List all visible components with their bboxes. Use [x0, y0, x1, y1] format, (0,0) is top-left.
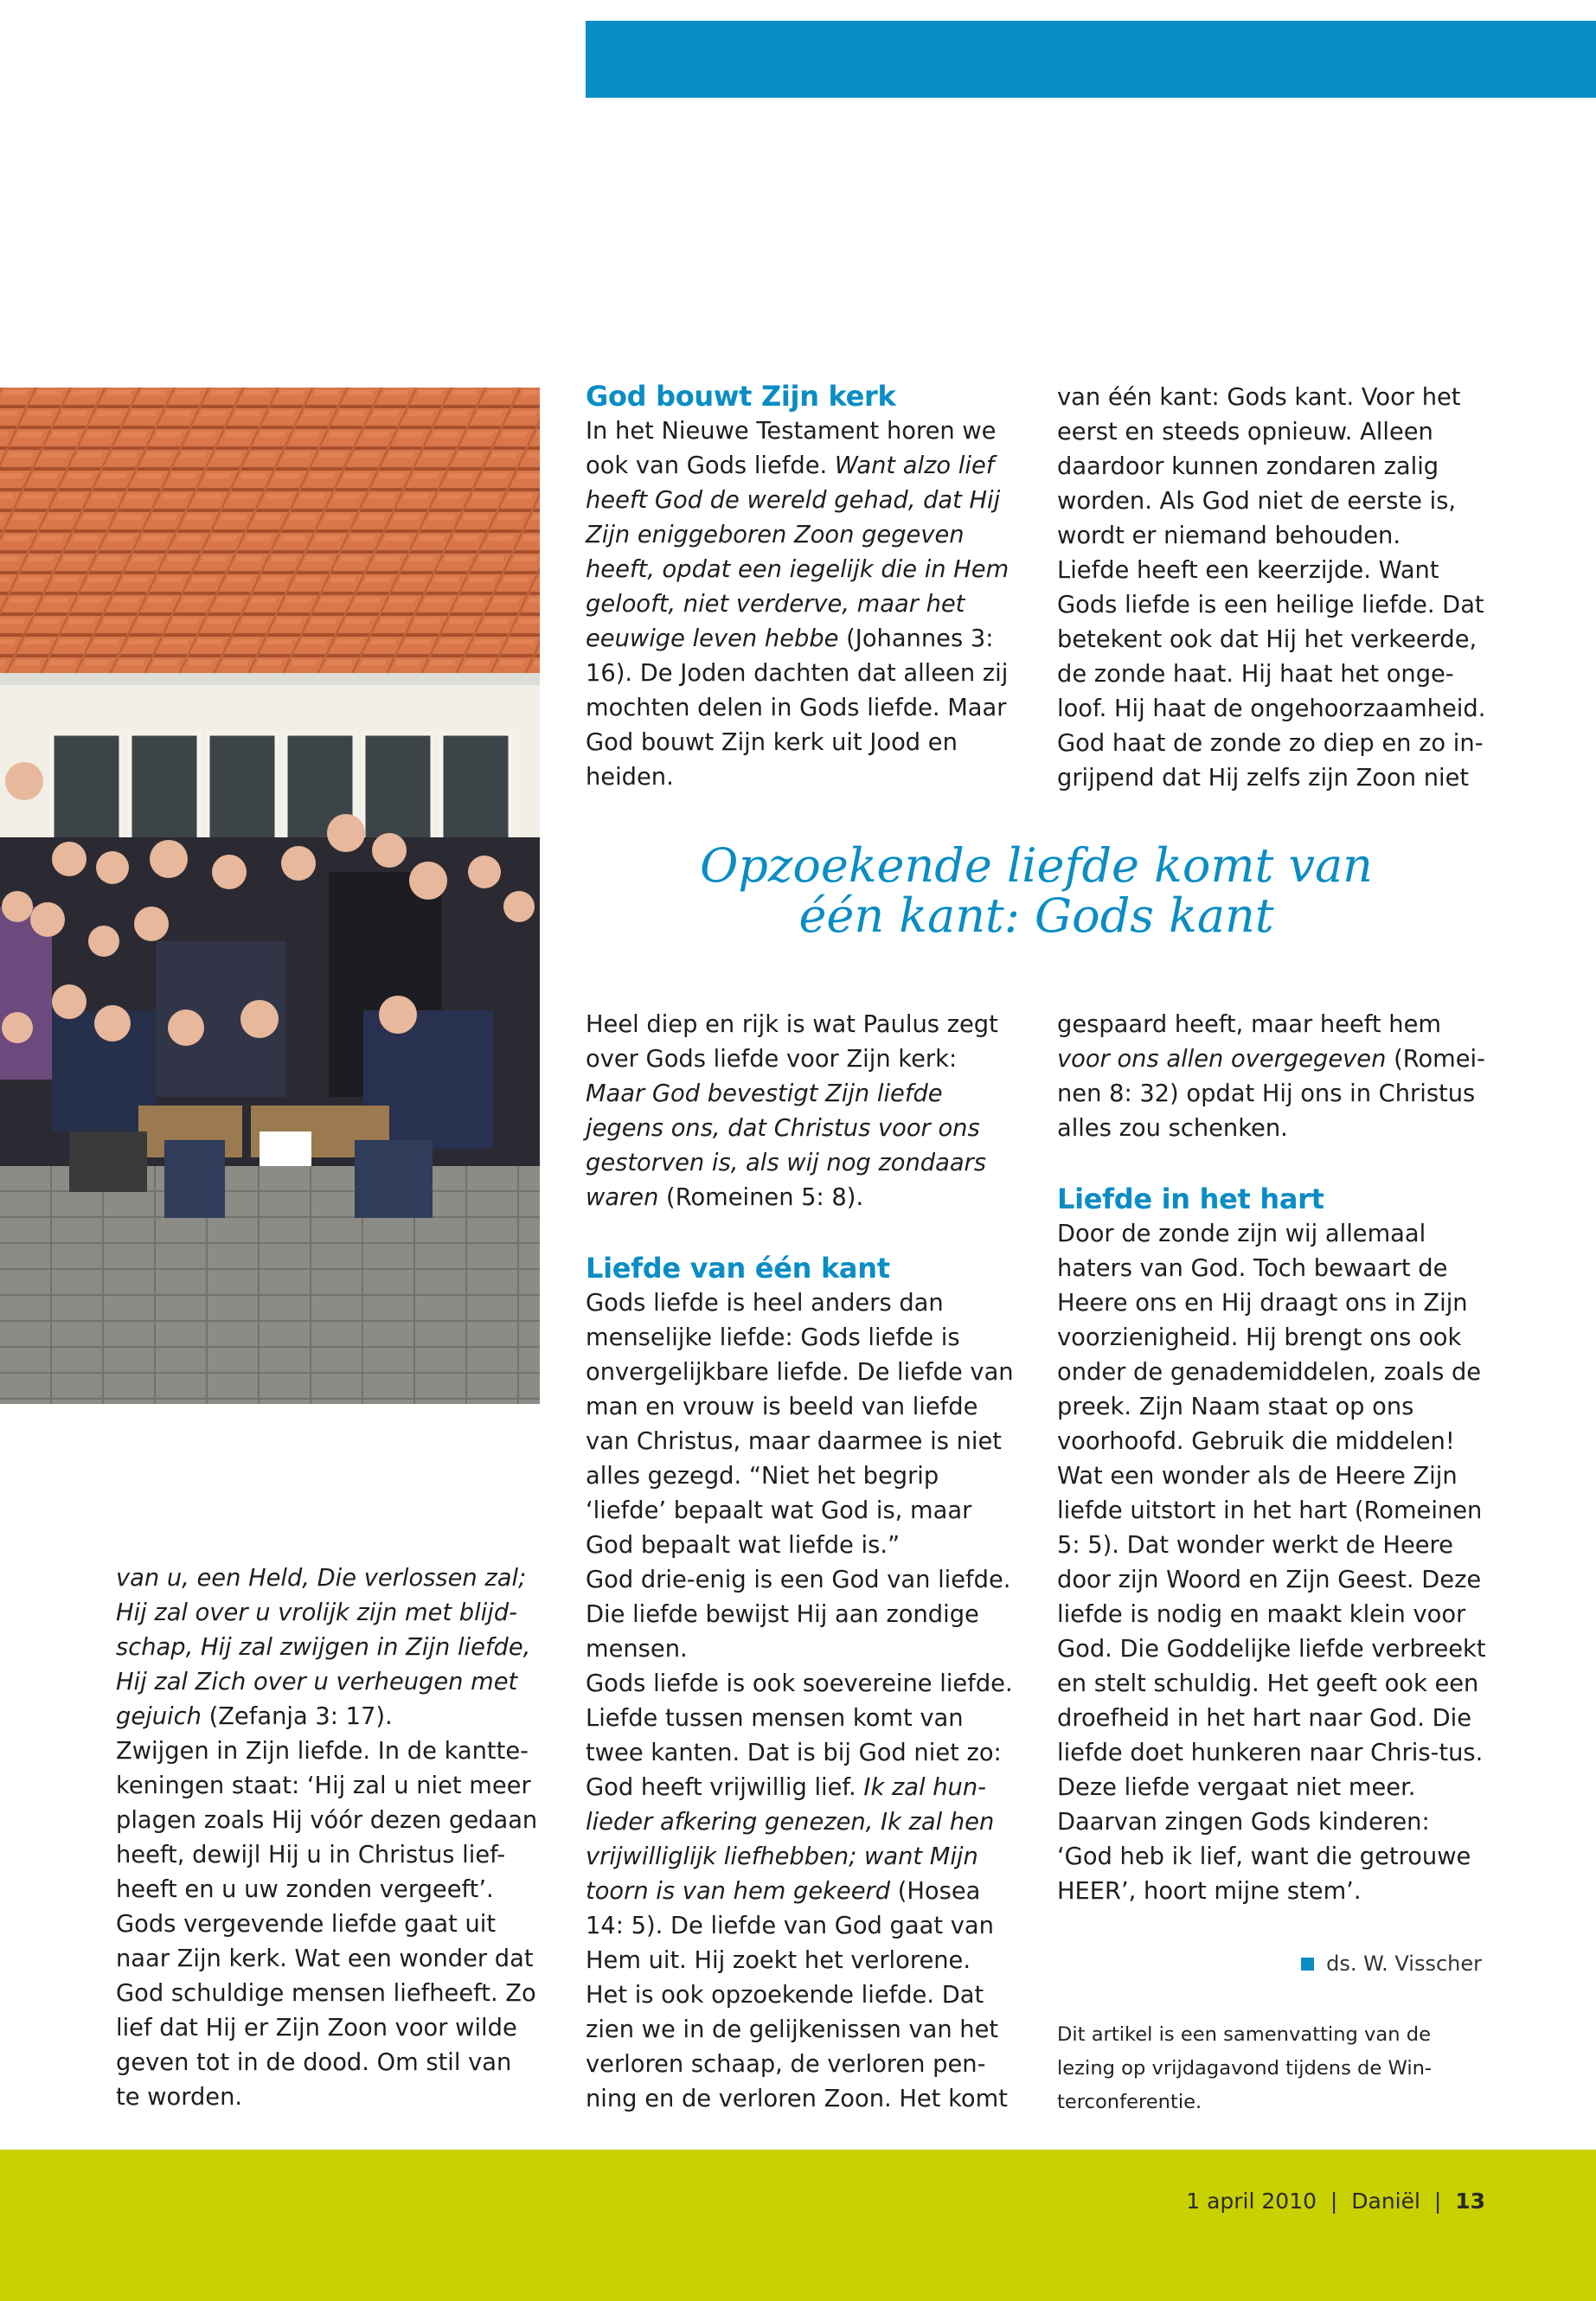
article-column-3-bottom: [1057, 1008, 1490, 1909]
top-color-bar: [586, 21, 1596, 98]
magazine-name: Daniël: [1351, 2189, 1420, 2214]
paragraph: God drie-enig is een God van liefde. Die liefde bewijst Hij aan zondige mensen.: [586, 1567, 1011, 1663]
paragraph: gespaard heeft, maar heeft hem voor ons allen overgegeven (Romei-nen 8: 32) opdat Hij ons in Christus alles zou schenken.: [1057, 1011, 1485, 1142]
paragraph: In het Nieuwe Testament horen we ook van Gods liefde. Want alzo lief heeft God de wereld gehad, dat Hij Zijn eniggeboren Zoon gegeven heeft, opdat een iegelijk die in Hem gelooft, niet verderve, maar het eeuwige leven hebbe (Johannes 3: 16). De Joden dachten dat alleen zij mochten delen in Gods liefde. Maar God bouwt Zijn kerk uit Jood en heiden.: [586, 418, 1010, 791]
article-column-2-bottom: [586, 1008, 1014, 2117]
footer-bar: [0, 2150, 1596, 2301]
section-heading: Liefde van één kant: [586, 1252, 890, 1285]
pull-quote: Opzoekende liefde komt van één kant: Gods kant: [700, 838, 1373, 943]
article-note: Dit artikel is een samenvatting van de lezing op vrijdagavond tijdens de Win-terconferentie.: [1057, 2023, 1433, 2113]
paragraph: Liefde heeft een keerzijde. Want Gods liefde is een heilige liefde. Dat betekent ook dat Hij het verkeerde, de zonde haat. Hij haat het onge-loof. Hij haat de ongehoorzaamheid. God haat de zonde zo diep en zo in-grijpend dat Hij zelfs zijn Zoon niet: [1057, 557, 1486, 792]
paragraph: Zwijgen in Zijn liefde. In de kantte-keningen staat: ‘Hij zal u niet meer plagen zoals Hij vóór dezen gedaan heeft, dewijl Hij u in Christus lief-heeft en u uw zonden vergeeft’.: [116, 1738, 538, 1903]
paragraph: Gods liefde is ook soevereine liefde. Liefde tussen mensen komt van twee kanten. Dat is bij God niet zo: God heeft vrijwillig lief. Ik zal hun-lieder afkering genezen, Ik zal hen vrijwilliglijk liefhebben; want Mijn toorn is van hem gekeerd (Hosea 14: 5). De liefde van God gaat van Hem uit. Hij zoekt het verlorene. Het is ook opzoekende liefde. Dat zien we in de gelijkenissen van het verloren schaap, de verloren pen-ning en de verloren Zoon. Het komt: [586, 1670, 1013, 2112]
issue-date: 1 april 2010: [1186, 2189, 1317, 2214]
section-heading: God bouwt Zijn kerk: [586, 380, 896, 413]
square-bullet-icon: [1301, 1958, 1314, 1971]
paragraph: Gods liefde is heel anders dan menselijke liefde: Gods liefde is onvergelijkbare liefde. De liefde van man en vrouw is beeld van liefde van Christus, maar daarmee is niet alles gezegd. “Niet het begrip ‘liefde’ bepaalt wat God is, maar God bepaalt wat liefde is.”: [586, 1290, 1014, 1559]
footer-info: [1186, 2189, 1485, 2214]
separator: |: [1330, 2189, 1338, 2214]
paragraph: van u, een Held, Die verlossen zal; Hij zal over u vrolijk zijn met blijd-schap, Hij zal zwijgen in Zijn liefde, Hij zal Zich over u verheugen met gejuich (Zefanja 3: 17).: [116, 1565, 531, 1730]
page-number: 13: [1455, 2189, 1485, 2214]
group-photo: [0, 388, 540, 1404]
article-column-1: [116, 1561, 540, 2115]
paragraph: Gods vergevende liefde gaat uit naar Zijn kerk. Wat een wonder dat God schuldige mensen liefheeft. Zo lief dat Hij er Zijn Zoon voor wilde geven tot in de dood. Om stil van te worden.: [116, 1911, 536, 2111]
article-column-3-top: [1057, 381, 1490, 796]
section-heading: Liefde in het hart: [1057, 1183, 1324, 1215]
separator: |: [1433, 2189, 1442, 2214]
paragraph: Door de zonde zijn wij allemaal haters van God. Toch bewaart de Heere ons en Hij draagt ons in Zijn voorzienigheid. Hij brengt ons ook onder de genademiddelen, zoals de preek. Zijn Naam staat op ons voorhoofd. Gebruik die middelen! Wat een wonder als de Heere Zijn liefde uitstort in het hart (Romeinen 5: 5). Dat wonder werkt de Heere door zijn Woord en Zijn Geest. Deze liefde is nodig en maakt klein voor God. Die Goddelijke liefde verbreekt en stelt schuldig. Het geeft ook een droefheid in het hart naar God. Die liefde doet hunkeren naar Chris-tus. Deze liefde vergaat niet meer. Daarvan zingen Gods kinderen: ‘God heb ik lief, want die getrouwe HEER’, hoort mijne stem’.: [1057, 1221, 1486, 1905]
author-signature: ds. W. Visscher: [1055, 1951, 1482, 1977]
paragraph: van één kant: Gods kant. Voor het eerst en steeds opnieuw. Alleen daardoor kunnen zondaren zalig worden. Als God niet de eerste is, wordt er niemand behouden.: [1057, 384, 1461, 549]
article-column-2-top: [586, 378, 1010, 795]
paragraph: Heel diep en rijk is wat Paulus zegt over Gods liefde voor Zijn kerk: Maar God bevestigt Zijn liefde jegens ons, dat Christus voor ons gestorven is, als wij nog zondaars waren (Romeinen 5: 8).: [586, 1011, 998, 1211]
